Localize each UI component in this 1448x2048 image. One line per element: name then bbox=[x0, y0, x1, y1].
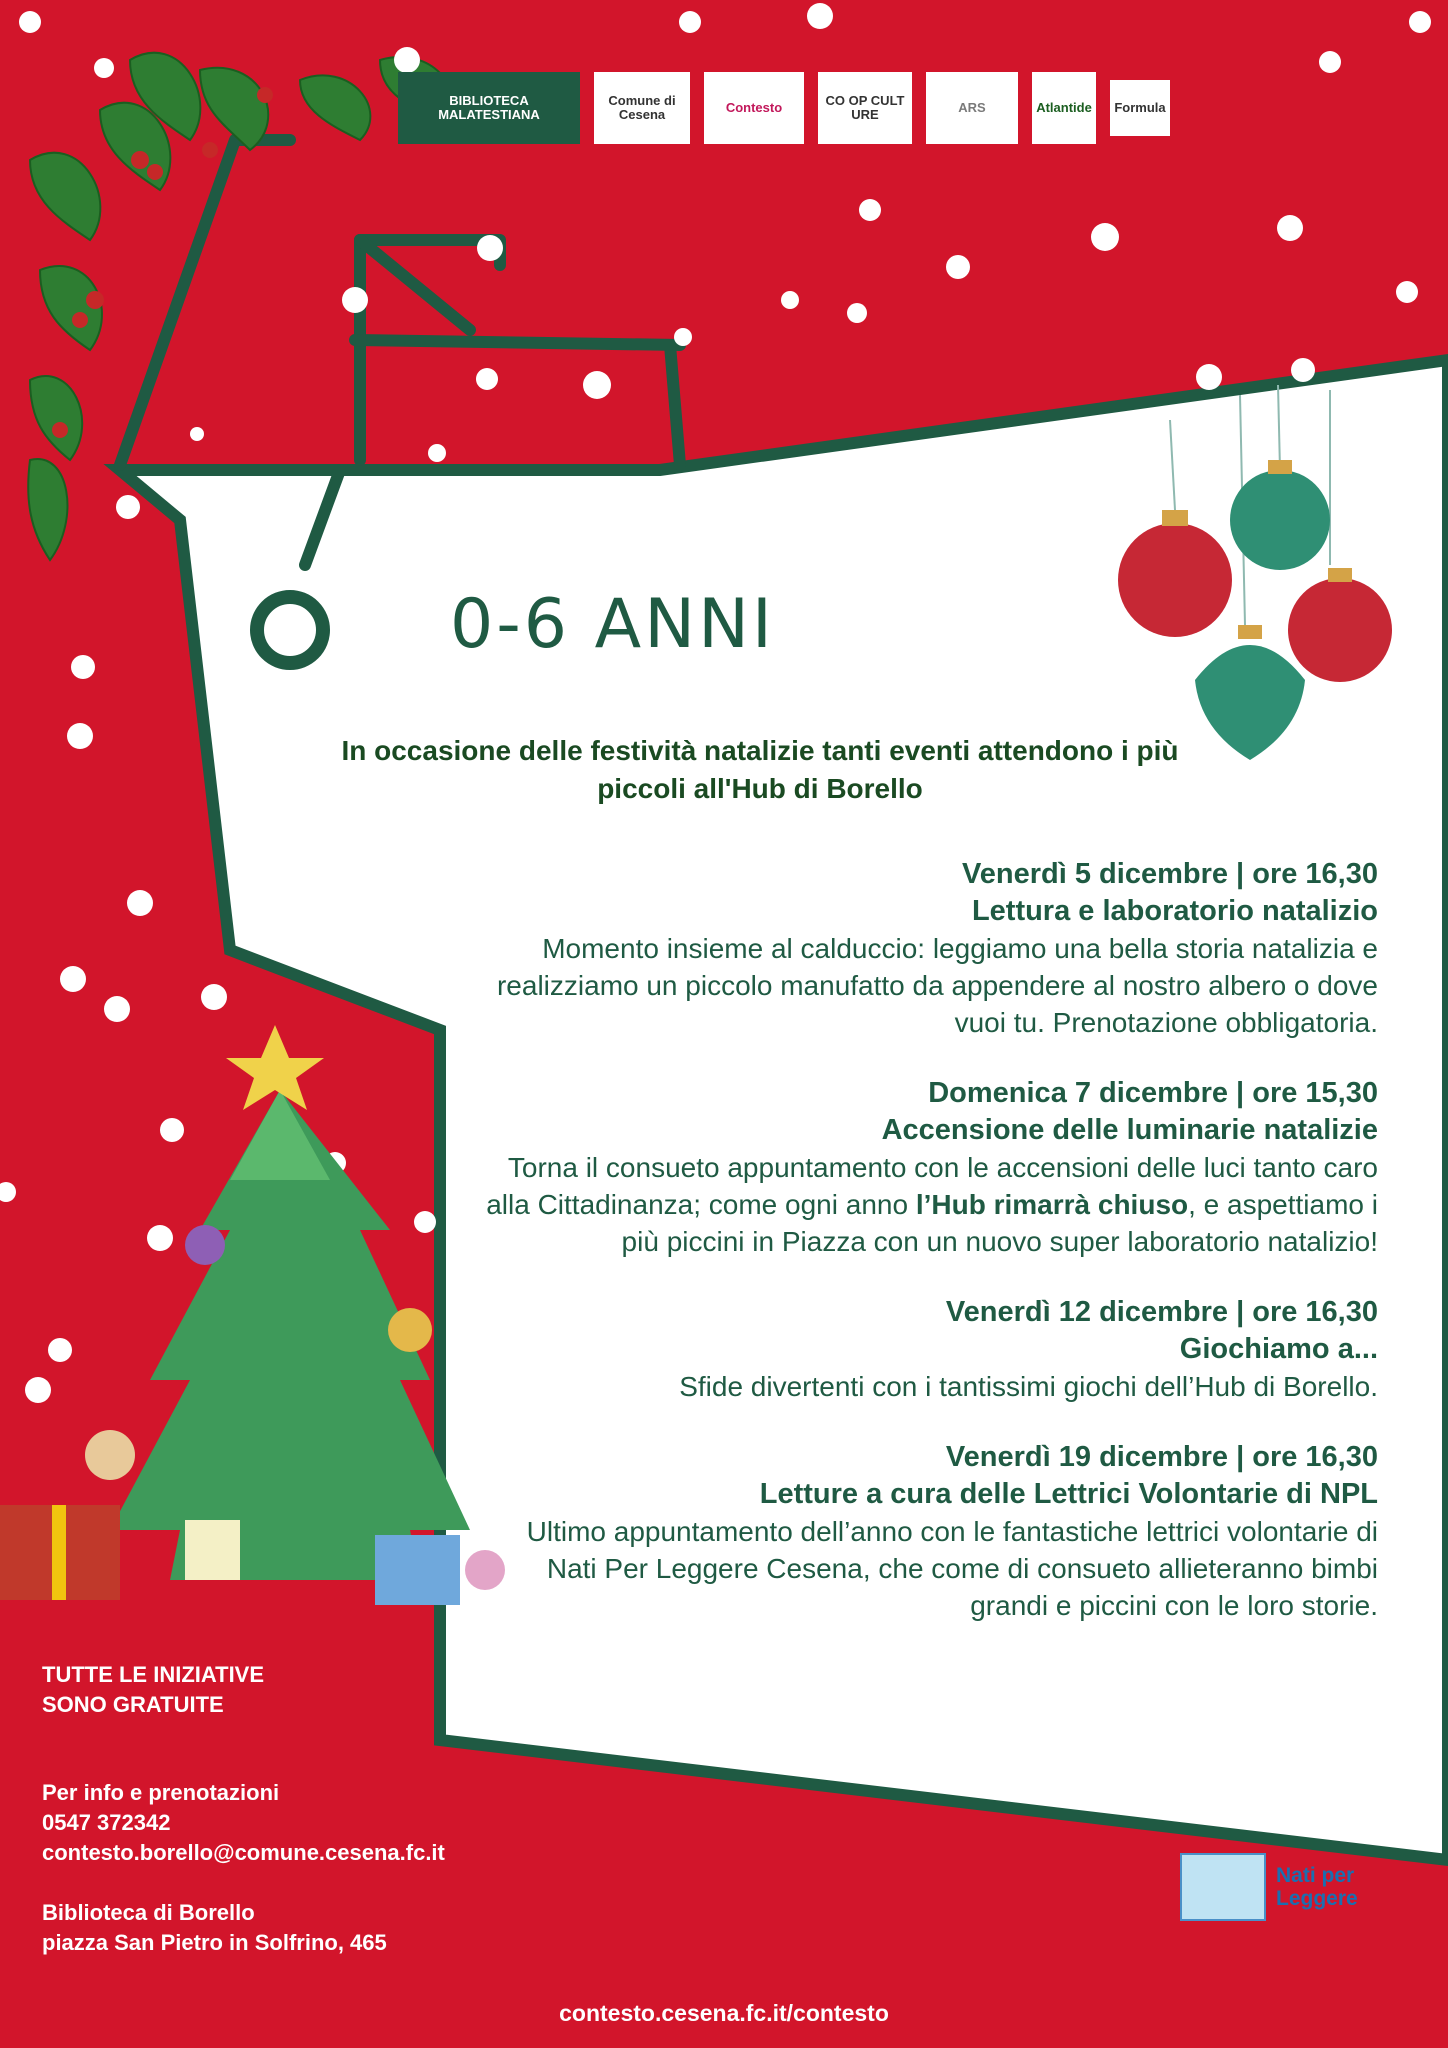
formula-servizi-logo bbox=[1110, 80, 1170, 136]
event-description: Sfide divertenti con i tantissimi giochi dell’Hub di Borello. bbox=[679, 1371, 1378, 1402]
biblioteca-malatestiana-logo bbox=[398, 72, 580, 144]
event-title: Letture a cura delle Lettrici Volontarie di NPL bbox=[759, 1478, 1378, 1510]
event-description bbox=[478, 1149, 1378, 1260]
event-item bbox=[478, 1075, 1378, 1260]
event-description: Momento insieme al calduccio: leggiamo una bella storia natalizia e realizziamo un piccolo manufatto da appendere al nostro albero o dove vuoi tu. Prenotazione obbligatoria. bbox=[496, 933, 1378, 1038]
free-notice bbox=[42, 1660, 264, 1720]
contact-heading: Per info e prenotazioni bbox=[42, 1780, 280, 1805]
contesto-text: Contesto bbox=[725, 100, 783, 116]
event-item bbox=[478, 856, 1378, 1041]
age-range-title: 0-6 ANNI bbox=[450, 585, 775, 664]
address-info bbox=[42, 1898, 387, 1958]
atlantide-text: Atlantide bbox=[1036, 100, 1092, 116]
event-item bbox=[478, 1294, 1378, 1405]
npl-logo-text bbox=[1276, 1864, 1358, 1910]
free-notice-line: TUTTE LE INIZIATIVE bbox=[42, 1662, 265, 1687]
event-datetime: Venerdì 5 dicembre | ore 16,30 bbox=[962, 858, 1378, 890]
coop-culture-text: CO OP CULT URE bbox=[825, 93, 905, 122]
event-description-part: , e aspettiamo i più piccini in Piazza con un nuovo super laboratorio natalizio! bbox=[621, 1189, 1378, 1257]
formula-text: Formula bbox=[1114, 100, 1166, 116]
event-description-part: Torna il consueto appuntamento con le accensioni delle luci tanto caro alla Cittadinanza; come ogni anno bbox=[486, 1152, 1378, 1220]
event-description: Ultimo appuntamento dell’anno con le fantastiche lettrici volontarie di Nati Per Leggere Cesena, che come di consueto allieteranno bimbi grandi e piccini con le loro storie. bbox=[526, 1516, 1378, 1621]
library-name: Biblioteca di Borello bbox=[42, 1900, 255, 1925]
atlantide-logo bbox=[1032, 72, 1096, 144]
event-datetime: Venerdì 19 dicembre | ore 16,30 bbox=[945, 1441, 1378, 1473]
event-item bbox=[478, 1439, 1378, 1624]
event-title: Accensione delle luminarie natalizie bbox=[881, 1114, 1378, 1146]
event-datetime: Domenica 7 dicembre | ore 15,30 bbox=[928, 1077, 1378, 1109]
intro-text: In occasione delle festività natalizie tanti eventi attendono i più piccoli all'Hub di Borello bbox=[341, 735, 1179, 804]
event-title: Giochiamo a... bbox=[1179, 1333, 1378, 1365]
footer-website-link[interactable]: contesto.cesena.fc.it/contesto bbox=[559, 2000, 889, 2026]
comune-di-cesena-text: Comune di Cesena bbox=[608, 93, 676, 122]
event-datetime: Venerdì 12 dicembre | ore 16,30 bbox=[945, 1296, 1378, 1328]
contesto-logo bbox=[704, 72, 804, 144]
contact-info bbox=[42, 1778, 445, 1868]
free-notice-line: SONO GRATUITE bbox=[42, 1692, 224, 1717]
events-list bbox=[478, 856, 1378, 1658]
coop-culture-logo bbox=[818, 72, 912, 144]
npl-line2: Leggere bbox=[1276, 1887, 1358, 1910]
sponsor-logos bbox=[398, 72, 1170, 144]
npl-line1: Nati per bbox=[1276, 1864, 1355, 1887]
library-address: piazza San Pietro in Solfrino, 465 bbox=[42, 1930, 387, 1955]
ars-text: ARS bbox=[958, 100, 986, 116]
ars-archeosistemi-logo bbox=[926, 72, 1018, 144]
biblioteca-malatestiana-text: BIBLIOTECA MALATESTIANA bbox=[438, 93, 540, 122]
event-description-highlight: l’Hub rimarrà chiuso bbox=[915, 1189, 1189, 1220]
nati-per-leggere-logo bbox=[1180, 1852, 1360, 1922]
event-title: Lettura e laboratorio natalizio bbox=[971, 895, 1378, 927]
contact-email[interactable]: contesto.borello@comune.cesena.fc.it bbox=[42, 1840, 445, 1865]
comune-di-cesena-logo bbox=[594, 72, 690, 144]
npl-book-icon bbox=[1180, 1853, 1266, 1921]
contact-phone[interactable]: 0547 372342 bbox=[42, 1810, 171, 1835]
